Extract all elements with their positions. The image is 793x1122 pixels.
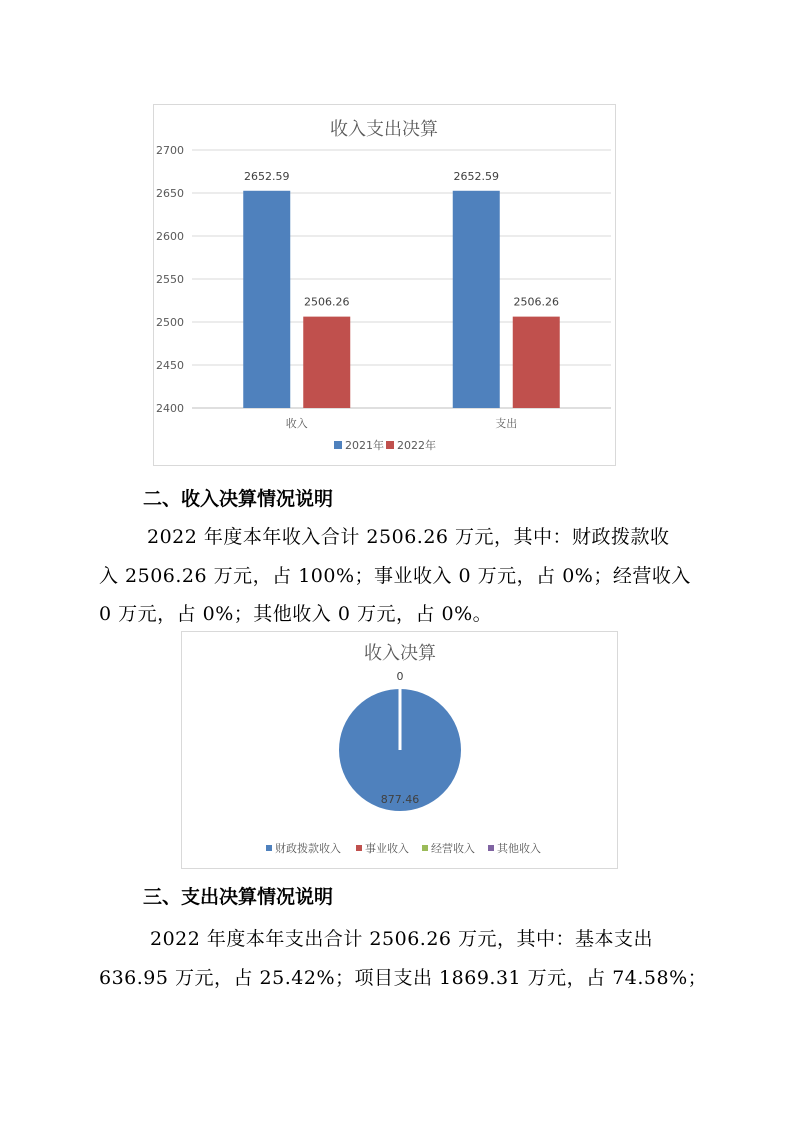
bar-chart-svg — [154, 105, 615, 465]
legend-swatch — [488, 845, 494, 851]
pie-chart-svg — [182, 632, 617, 868]
expense-paragraph-line-2: 636.95 万元，占 25.42%；项目支出 1869.31 万元，占 74.58%； — [99, 967, 708, 989]
bar-chart-bars — [243, 191, 560, 408]
y-tick-label: 2400 — [156, 402, 184, 415]
y-tick-label: 2700 — [156, 144, 184, 157]
bar-chart-x-axis — [286, 416, 518, 430]
bar-chart-title: 收入支出决算 — [330, 119, 438, 140]
legend-entry: 2022年 — [397, 439, 436, 452]
bar — [243, 191, 290, 408]
income-paragraph-line-1: 2022 年度本年收入合计 2506.26 万元，其中：财政拨款收 — [147, 526, 670, 548]
income-pie-chart — [181, 631, 618, 869]
y-tick-label: 2450 — [156, 359, 184, 372]
legend-entry: 2021年 — [345, 439, 384, 452]
pie-chart-legend — [266, 841, 541, 855]
bar-chart-y-axis — [156, 144, 184, 415]
legend-swatch — [356, 845, 362, 851]
y-tick-label: 2650 — [156, 187, 184, 200]
pie-chart-title: 收入决算 — [364, 643, 436, 664]
y-tick-label: 2500 — [156, 316, 184, 329]
income-paragraph-line-2: 入 2506.26 万元，占 100%；事业收入 0 万元，占 0%；经营收入 — [99, 565, 691, 587]
legend-entry: 经营收入 — [431, 842, 475, 855]
pie-data-label: 0 — [396, 670, 404, 683]
legend-swatch — [334, 441, 342, 449]
y-tick-label: 2550 — [156, 273, 184, 286]
legend-entry: 事业收入 — [365, 842, 409, 855]
legend-swatch — [386, 441, 394, 449]
x-category-label: 支出 — [495, 417, 518, 430]
bar — [513, 317, 560, 408]
y-tick-label: 2600 — [156, 230, 184, 243]
income-section-heading: 二、收入决算情况说明 — [143, 488, 334, 510]
bar-data-label: 2652.59 — [244, 169, 290, 183]
legend-entry: 财政拨款收入 — [275, 842, 341, 855]
expense-paragraph-line-1: 2022 年度本年支出合计 2506.26 万元，其中：基本支出 — [150, 928, 654, 950]
income-expense-bar-chart — [153, 104, 616, 466]
bar-data-label: 2506.26 — [513, 295, 559, 309]
expense-section-heading: 三、支出决算情况说明 — [143, 886, 334, 908]
legend-entry: 其他收入 — [497, 842, 541, 855]
bar-chart-data-labels — [244, 170, 559, 309]
bar-data-label: 2506.26 — [304, 295, 350, 309]
legend-swatch — [266, 845, 272, 851]
bar — [303, 317, 350, 408]
bar-data-label: 2652.59 — [453, 169, 499, 183]
x-category-label: 收入 — [285, 417, 308, 430]
bar — [453, 191, 500, 408]
income-paragraph-line-3: 0 万元，占 0%；其他收入 0 万元，占 0%。 — [99, 603, 493, 625]
pie-data-label: 877.46 — [380, 793, 420, 806]
bar-chart-legend — [334, 438, 436, 452]
legend-swatch — [422, 845, 428, 851]
